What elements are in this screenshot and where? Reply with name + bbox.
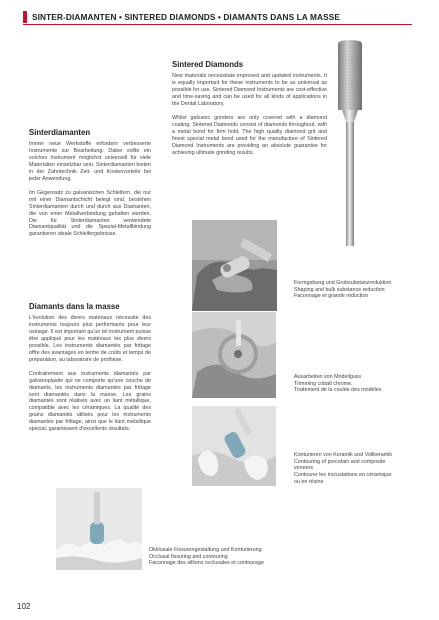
header-rule (23, 24, 412, 25)
paragraph: Contrairement aux instruments diamantés par galvanoplastie qui ne comporte qu'une couche de diamants, les instruments diamantés par frittage sont diamantés dans la masse. Les grains diamantés sont réalisés avec un liant métallique, compatible avec les céramiques. La qualité des grains diamantés utilisés pour les instruments diamantés par frittage, ainsi que le liant métallique spécial, garantissent d'excellents résultats. (29, 370, 151, 433)
section-diamants-dans-la-masse (29, 302, 151, 433)
porcelain-contouring-photo (192, 406, 276, 486)
caption-occlusal (149, 547, 264, 567)
caption-line: Traitement de la coulée des modèles (294, 387, 382, 394)
caption-line: Shaping and bulk substance reduction (294, 286, 385, 293)
caption-line: Okklusale Fissurengestaltung und Konturierung (149, 547, 262, 553)
caption-line: veneers (294, 465, 314, 472)
paragraph: Immer neue Werkstoffe erfordern verbesserte Instrumente zur Bearbeitung. Dabei sollte ein solches Instrument möglichst universell für viele Materialien einsetzbar sein. Sinterdiamanten bieten in der Zahntechnik Zeit- und Kostenvorteile bei jeder Anwendung. (29, 141, 151, 182)
caption-line: Trimming cobalt chrome. (294, 380, 353, 387)
section-title: Sintered Diamonds (172, 60, 244, 69)
section-sinterdiamanten (29, 128, 151, 238)
section-title: Sinterdiamanten (29, 128, 91, 137)
caption-line: Ausarbeiten von Modellguss (294, 374, 362, 380)
caption-line: Konturieren von Keramik und Vollkeramik (294, 452, 393, 458)
paragraph: Whilst galvanic grinders are only covered with a diamond coating, Sintered Diamonds consist of diamonds throughout, with a metal bond for firm hold. The high quality diamond grit and finest special metal bond used for the manufacture of Sintered Diamond Instruments are providing an absolute guarantee for achieving ultimate grinding results. (172, 114, 327, 156)
caption-line: Formgebung und Grobsubstanzreduktion (294, 280, 392, 286)
caption-porcelain (294, 452, 392, 486)
caption-line: Faconnage et grande réduction (294, 293, 369, 300)
shaping-photo (192, 220, 277, 311)
header-accent-bar (23, 11, 27, 23)
caption-line: Contourer les incrustations en céramique (294, 472, 392, 479)
caption-line: Contouring of porcelain and composite (294, 458, 386, 465)
section-title: Diamants dans la masse (29, 302, 120, 311)
paragraph: New materials necessitate improved and updated instruments. It is equally important for these instruments to be as universal as possible for use. Sintered Diamond Instruments are cost-effective and time-saving and can be used for all kinds of applications in the Dental Laboratory. (172, 73, 327, 107)
page-number: 102 (17, 602, 31, 611)
caption-line: ou en résine (294, 478, 324, 485)
cobalt-trimming-photo (192, 312, 276, 398)
caption-line: Occlusal fissuring and contouring (149, 553, 228, 560)
paragraph: L'évolution des divers matériaux nécessite des instruments toujours plus performants pour leur usinage. Il est important qu'un tel instrument puisse être appliqué pour les matériaux les plus divers possible. Les instruments diamantés par frittage offre des avantages en terme de coûts et temps de préparation, au laboratoire de prothèse. (29, 315, 151, 363)
sintered-bur-image (330, 38, 370, 248)
paragraph: Im Gegensatz zu galvanischen Schleifern, die nur mit einer Diamantschicht belegt sind, bestehen Sinterdiamanten durch und durch aus Diamanten, die von einer Metallverbindung gehalten werden. Die für Sinterdiamanten verwendete Diamantqualität und die Spezial-Metallbindung garantieren ideale Schleifergebnisse. (29, 189, 151, 238)
section-sintered-diamonds (172, 60, 327, 156)
caption-shaping (294, 280, 391, 300)
caption-line: Faconnage des sillions occlusales et contourage (149, 560, 264, 567)
occlusal-fissuring-photo (56, 488, 142, 570)
page-header-title: SINTER-DIAMANTEN • SINTERED DIAMONDS • DIAMANTS DANS LA MASSE (32, 12, 340, 22)
caption-cobalt (294, 374, 381, 394)
